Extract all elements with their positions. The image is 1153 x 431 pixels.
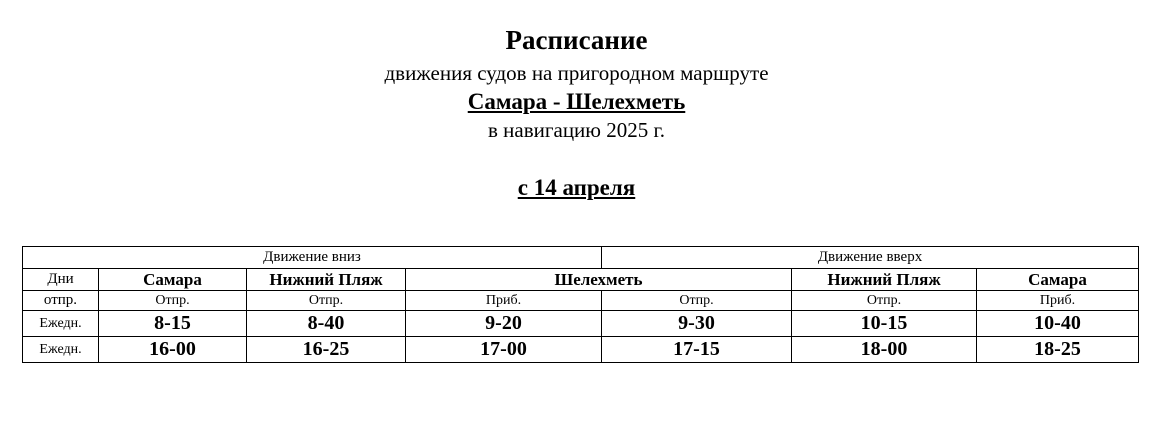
kind-label: Отпр. xyxy=(602,291,792,311)
page-subtitle: движения судов на пригородном маршруте xyxy=(384,61,769,85)
kind-label: Отпр. xyxy=(792,291,977,311)
time-cell: 16-00 xyxy=(99,337,247,363)
time-cell: 10-15 xyxy=(792,311,977,337)
table-row xyxy=(23,311,1139,337)
stops-header-row xyxy=(23,269,1139,291)
kind-label: Отпр. xyxy=(247,291,406,311)
time-cell: 9-20 xyxy=(406,311,602,337)
time-cell: 8-15 xyxy=(99,311,247,337)
time-cell: 9-30 xyxy=(602,311,792,337)
kind-header-row xyxy=(23,291,1139,311)
stop-nizhny-plyazh-up: Нижний Пляж xyxy=(792,269,977,291)
time-cell: 18-25 xyxy=(977,337,1139,363)
valid-from-date: с 14 апреля xyxy=(517,175,636,200)
table-row xyxy=(23,337,1139,363)
kind-label: Приб. xyxy=(406,291,602,311)
stop-shelekhmet: Шелехметь xyxy=(406,269,792,291)
navigation-season: в навигацию 2025 г. xyxy=(488,118,665,142)
time-cell: 17-00 xyxy=(406,337,602,363)
kind-label: Приб. xyxy=(977,291,1139,311)
stop-nizhny-plyazh-down: Нижний Пляж xyxy=(247,269,406,291)
route-name: Самара - Шелехметь xyxy=(467,89,686,114)
days-cell: Ежедн. xyxy=(23,311,99,337)
days-header-line1: Дни xyxy=(23,269,99,291)
time-cell: 17-15 xyxy=(602,337,792,363)
stop-samara-arrival: Самара xyxy=(977,269,1139,291)
time-cell: 18-00 xyxy=(792,337,977,363)
time-cell: 8-40 xyxy=(247,311,406,337)
stop-samara-departure: Самара xyxy=(99,269,247,291)
days-header-line2: отпр. xyxy=(23,291,99,311)
direction-up-header: Движение вверх xyxy=(602,247,1139,269)
direction-down-header: Движение вниз xyxy=(23,247,602,269)
page-title: Расписание xyxy=(505,25,648,55)
time-cell: 10-40 xyxy=(977,311,1139,337)
days-cell: Ежедн. xyxy=(23,337,99,363)
schedule-table xyxy=(22,246,1139,363)
direction-header-row xyxy=(23,247,1139,269)
kind-label: Отпр. xyxy=(99,291,247,311)
time-cell: 16-25 xyxy=(247,337,406,363)
